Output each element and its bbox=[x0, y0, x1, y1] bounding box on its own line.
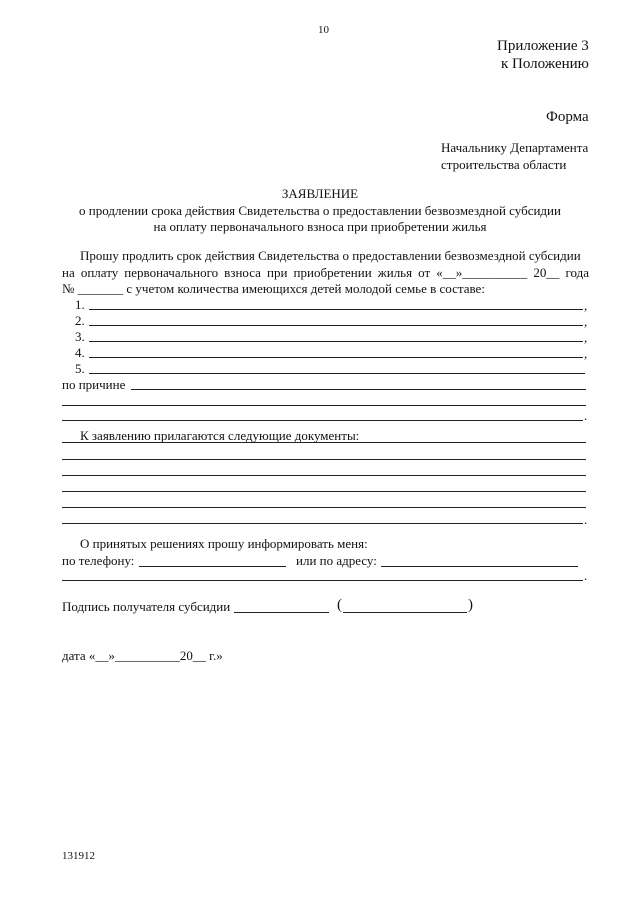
request-line-2: на оплату первоначального взноса при приобретении жилья от «__»__________ 20__ года bbox=[62, 265, 589, 280]
documents-line-6[interactable] bbox=[62, 523, 583, 524]
comma: , bbox=[584, 330, 588, 345]
reason-line-2[interactable] bbox=[62, 405, 586, 406]
child-line-5[interactable] bbox=[89, 373, 585, 374]
child-line-4[interactable] bbox=[89, 357, 583, 358]
child-number-5: 5. bbox=[75, 361, 85, 376]
reason-line-3[interactable] bbox=[62, 420, 583, 421]
child-line-2[interactable] bbox=[89, 325, 583, 326]
reason-label: по причине bbox=[62, 377, 126, 392]
comma: , bbox=[584, 314, 588, 329]
phone-label: по телефону: bbox=[62, 553, 135, 568]
paren-close: ) bbox=[468, 597, 473, 613]
address-field[interactable] bbox=[381, 566, 578, 567]
request-line-1: Прошу продлить срок действия Свидетельства о предоставлении безвозмездной субсидии bbox=[80, 248, 581, 263]
child-number-3: 3. bbox=[75, 329, 85, 344]
addressee-line-2: строительства области bbox=[441, 157, 567, 172]
document-title: ЗАЯВЛЕНИЕ bbox=[281, 186, 359, 201]
child-line-3[interactable] bbox=[89, 341, 583, 342]
paren-open: ( bbox=[337, 597, 342, 613]
form-label: Форма bbox=[546, 109, 589, 125]
documents-line-3[interactable] bbox=[62, 475, 586, 476]
page-number: 10 bbox=[318, 24, 329, 36]
footer-code: 131912 bbox=[62, 850, 95, 862]
address-label: или по адресу: bbox=[296, 553, 377, 568]
document-title-line-3: на оплату первоначального взноса при приобретении жилья bbox=[153, 219, 487, 234]
period: . bbox=[584, 512, 588, 527]
comma: , bbox=[584, 346, 588, 361]
address-field-line-2[interactable] bbox=[62, 580, 583, 581]
comma: , bbox=[584, 298, 588, 313]
date-line: дата «__»__________20__ г.» bbox=[62, 648, 223, 663]
child-line-1[interactable] bbox=[89, 309, 583, 310]
child-number-4: 4. bbox=[75, 345, 85, 360]
signature-name-field[interactable] bbox=[343, 612, 467, 613]
appendix-line-1: Приложение 3 bbox=[497, 38, 589, 54]
documents-line-1[interactable] bbox=[62, 442, 586, 443]
documents-label: К заявлению прилагаются следующие документы: bbox=[80, 428, 360, 443]
addressee-line-1: Начальнику Департамента bbox=[441, 140, 589, 155]
period: . bbox=[584, 408, 588, 423]
child-number-1: 1. bbox=[75, 297, 85, 312]
documents-line-4[interactable] bbox=[62, 491, 586, 492]
document-title-line-2: о продлении срока действия Свидетельства о предоставлении безвозмездной субсидии bbox=[79, 203, 561, 218]
documents-line-2[interactable] bbox=[62, 459, 586, 460]
reason-line-1[interactable] bbox=[131, 389, 586, 390]
period: . bbox=[584, 568, 588, 583]
request-line-3: № _______ с учетом количества имеющихся детей молодой семье в составе: bbox=[62, 281, 485, 296]
phone-field[interactable] bbox=[139, 566, 286, 567]
appendix-line-2: к Положению bbox=[501, 56, 589, 72]
documents-line-5[interactable] bbox=[62, 507, 586, 508]
child-number-2: 2. bbox=[75, 313, 85, 328]
signature-label: Подпись получателя субсидии bbox=[62, 599, 231, 614]
signature-field[interactable] bbox=[234, 612, 329, 613]
inform-intro: О принятых решениях прошу информировать меня: bbox=[80, 536, 368, 551]
